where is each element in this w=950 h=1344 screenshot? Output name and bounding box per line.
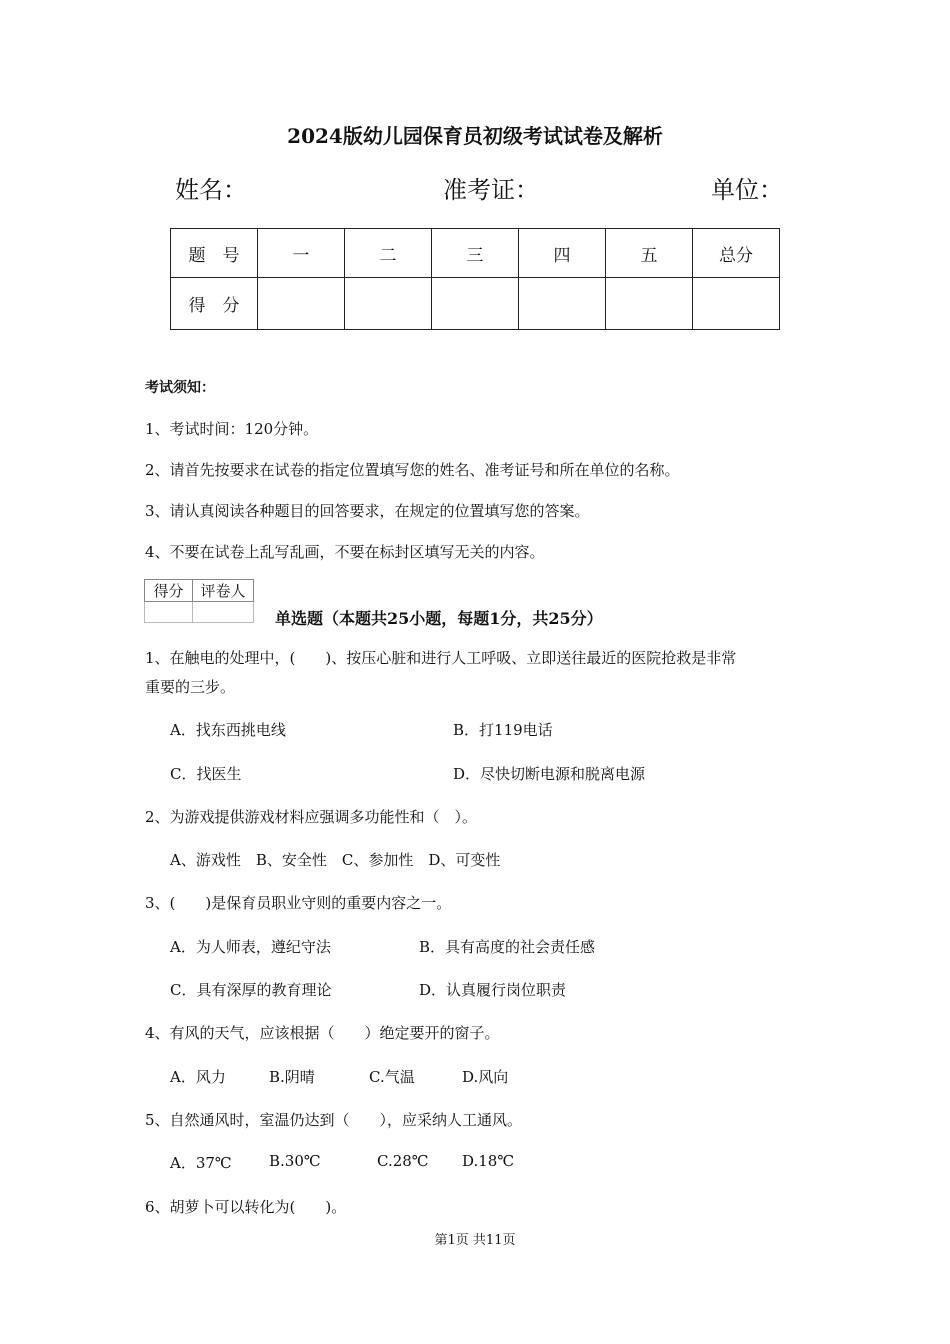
option-a[interactable]: A．风力	[170, 1068, 226, 1086]
question-stem: 5、自然通风时，室温仍达到（ ），应采纳人工通风。	[145, 1111, 523, 1129]
option-a[interactable]: A．37℃	[170, 1154, 232, 1172]
option-c[interactable]: C．具有深厚的教育理论	[170, 981, 332, 999]
score-input-cell[interactable]	[345, 278, 432, 330]
name-field-label: 姓名：	[175, 176, 247, 204]
score-input-cell[interactable]	[606, 278, 693, 330]
score-table	[170, 228, 780, 330]
notice-item: 3、请认真阅读各种题目的回答要求，在规定的位置填写您的答案。	[145, 502, 590, 520]
option-d[interactable]: D.风向	[462, 1068, 509, 1086]
option-d[interactable]: D.18℃	[462, 1152, 515, 1170]
grader-box	[144, 579, 254, 623]
score-table-score-row	[171, 278, 780, 330]
score-table-header-cell: 一	[258, 229, 345, 278]
question-stem: 1、在触电的处理中，( )、按压心脏和进行人工呼吸、立即送往最近的医院抢救是非常	[145, 649, 737, 667]
option-c[interactable]: C.28℃	[377, 1152, 429, 1170]
score-table-header-cell: 题 号	[171, 229, 258, 278]
option-a[interactable]: A．找东西挑电线	[170, 721, 286, 739]
option-d[interactable]: D．认真履行岗位职责	[419, 981, 567, 999]
option-d[interactable]: D．尽快切断电源和脱离电源	[453, 765, 646, 783]
option-b[interactable]: B．打119电话	[453, 721, 553, 739]
option-b[interactable]: B.30℃	[269, 1152, 321, 1170]
score-table-header-row	[171, 229, 780, 278]
option-a[interactable]: A．为人师表，遵纪守法	[170, 938, 331, 956]
section-title: 单选题（本题共25小题，每题1分，共25分）	[275, 609, 603, 628]
notice-item: 2、请首先按要求在试卷的指定位置填写您的姓名、准考证号和所在单位的名称。	[145, 461, 680, 479]
option-b[interactable]: B．具有高度的社会责任感	[419, 938, 596, 956]
score-input-cell[interactable]	[693, 278, 780, 330]
page-footer: 第1页 共11页	[434, 1233, 516, 1248]
grader-box-score-cell[interactable]	[145, 602, 193, 623]
exam-number-field-label: 准考证：	[443, 176, 539, 204]
score-table-header-cell: 三	[432, 229, 519, 278]
score-table-header-cell: 五	[606, 229, 693, 278]
exam-title: 2024版幼儿园保育员初级考试试卷及解析	[287, 124, 663, 148]
score-input-cell[interactable]	[258, 278, 345, 330]
grader-box-score-label: 得分	[145, 580, 193, 602]
score-table-header-cell: 二	[345, 229, 432, 278]
unit-field-label: 单位：	[711, 176, 783, 204]
score-input-cell[interactable]	[519, 278, 606, 330]
options-line[interactable]: A、游戏性 B、安全性 C、参加性 D、可变性	[170, 851, 501, 869]
score-table-header-cell: 总分	[693, 229, 780, 278]
option-c[interactable]: C.气温	[369, 1068, 415, 1086]
notice-heading: 考试须知：	[145, 380, 215, 396]
question-stem: 4、有风的天气，应该根据（ ）绝定要开的窗子。	[145, 1024, 500, 1042]
option-c[interactable]: C．找医生	[170, 765, 242, 783]
question-stem: 6、胡萝卜可以转化为( )。	[145, 1198, 347, 1216]
notice-item: 1、考试时间：120分钟。	[145, 420, 319, 438]
score-table-header-cell: 四	[519, 229, 606, 278]
score-input-cell[interactable]	[432, 278, 519, 330]
question-stem: 3、( )是保育员职业守则的重要内容之一。	[145, 894, 452, 912]
grader-box-grader-label: 评卷人	[193, 580, 254, 602]
question-stem: 2、为游戏提供游戏材料应强调多功能性和（ ）。	[145, 808, 478, 826]
notice-item: 4、不要在试卷上乱写乱画，不要在标封区填写无关的内容。	[145, 543, 545, 561]
grader-box-grader-cell[interactable]	[193, 602, 254, 623]
question-stem-continuation: 重要的三步。	[145, 678, 236, 696]
score-row-label: 得 分	[171, 278, 258, 330]
option-b[interactable]: B.阴晴	[269, 1068, 315, 1086]
